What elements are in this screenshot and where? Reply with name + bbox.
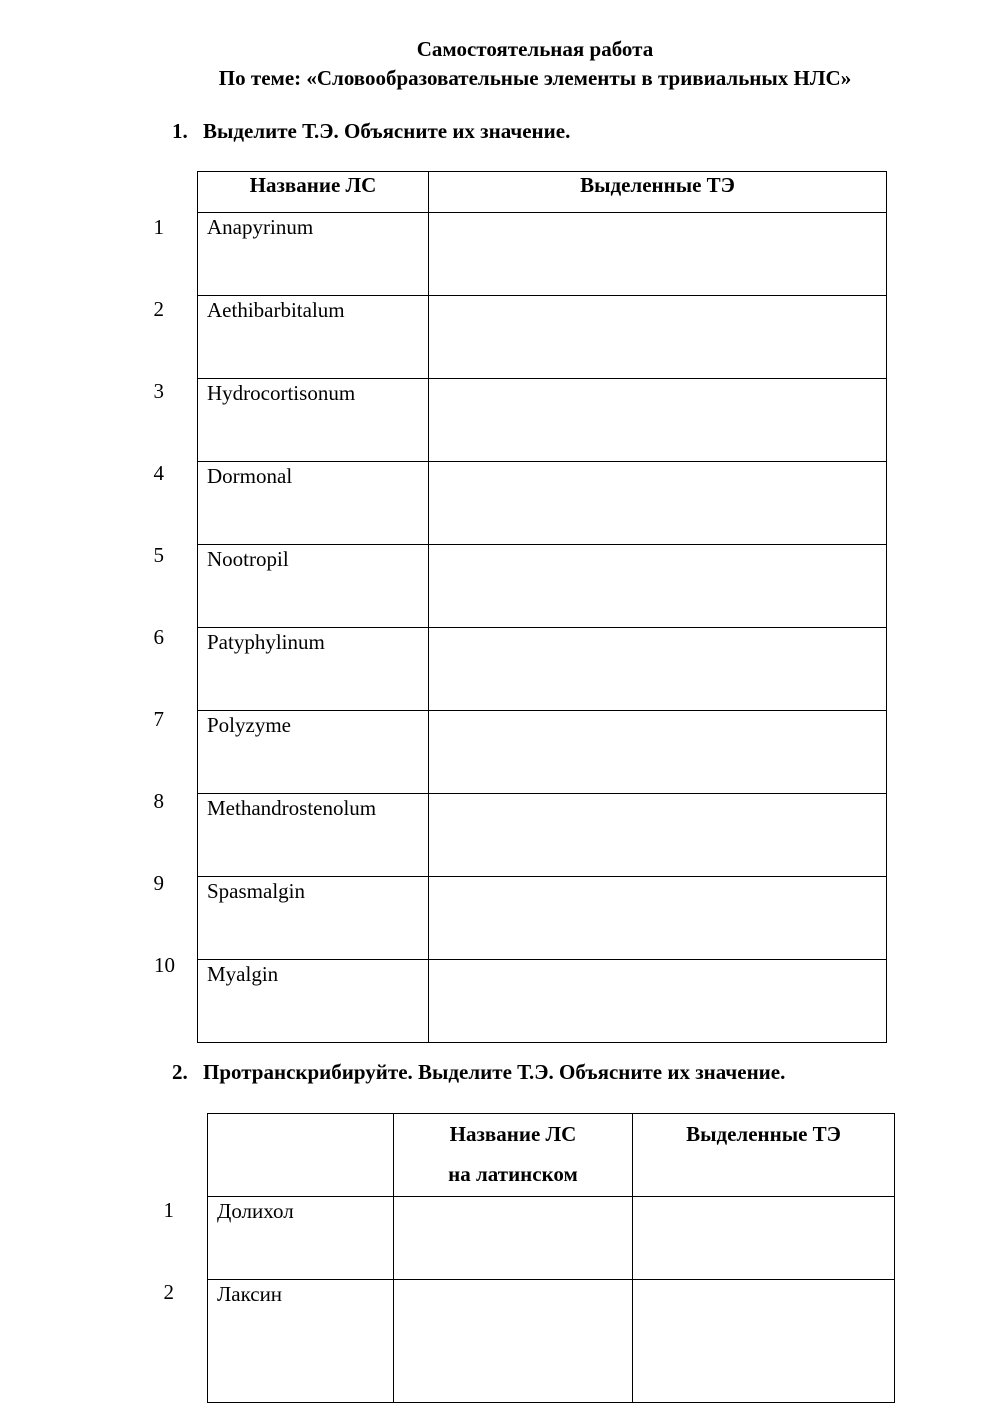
row-number: 5 xyxy=(153,543,164,567)
drug-name-cell: Hydrocortisonum xyxy=(198,379,429,462)
task-2-number: 2. xyxy=(172,1060,188,1084)
drug-name-cell: Spasmalgin xyxy=(198,877,429,960)
column-header-blank xyxy=(208,1114,394,1197)
row-number: 3 xyxy=(153,379,164,403)
task-1-number: 1. xyxy=(172,119,188,143)
drug-name-cell: Myalgin xyxy=(198,960,429,1043)
table-row xyxy=(198,711,887,794)
table-row xyxy=(198,628,887,711)
row-number: 6 xyxy=(153,625,164,649)
task-2-instruction xyxy=(172,1058,785,1086)
table-row xyxy=(198,462,887,545)
latin-answer-cell[interactable] xyxy=(394,1197,633,1280)
row-number: 7 xyxy=(153,707,164,731)
te-answer-cell[interactable] xyxy=(429,877,887,960)
column-header-drug-name: Название ЛС xyxy=(198,172,429,213)
table-row xyxy=(198,545,887,628)
table-row xyxy=(198,379,887,462)
row-number: 2 xyxy=(163,1280,174,1304)
drug-name-cell: Долихол xyxy=(208,1197,394,1280)
row-number: 1 xyxy=(163,1198,174,1222)
table-2 xyxy=(207,1113,895,1403)
te-answer-cell[interactable] xyxy=(429,296,887,379)
te-answer-cell[interactable] xyxy=(429,960,887,1043)
drug-name-cell: Nootropil xyxy=(198,545,429,628)
row-number: 9 xyxy=(153,871,164,895)
row-number: 10 xyxy=(154,953,175,977)
te-answer-cell[interactable] xyxy=(429,545,887,628)
table-row xyxy=(198,213,887,296)
row-number: 4 xyxy=(153,461,164,485)
column-header-te: Выделенные ТЭ xyxy=(633,1114,895,1197)
table-header-row xyxy=(208,1114,895,1197)
te-answer-cell[interactable] xyxy=(633,1280,895,1403)
task-2-text: Протранскрибируйте. Выделите Т.Э. Объясните их значение. xyxy=(203,1060,786,1084)
table-header-row xyxy=(198,172,887,213)
drug-name-cell: Лаксин xyxy=(208,1280,394,1403)
drug-name-cell: Methandrostenolum xyxy=(198,794,429,877)
worksheet-title: Самостоятельная работа xyxy=(416,37,654,61)
column-header-te: Выделенные ТЭ xyxy=(429,172,887,213)
column-header-latin-name xyxy=(394,1114,633,1197)
table-row xyxy=(208,1197,895,1280)
drug-name-cell: Dormonal xyxy=(198,462,429,545)
table-row xyxy=(198,296,887,379)
table-row xyxy=(198,877,887,960)
te-answer-cell[interactable] xyxy=(429,628,887,711)
task-1-instruction xyxy=(172,117,570,145)
drug-name-cell: Anapyrinum xyxy=(198,213,429,296)
table-row xyxy=(208,1280,895,1403)
table-row xyxy=(198,794,887,877)
drug-name-cell: Aethibarbitalum xyxy=(198,296,429,379)
drug-name-cell: Patyphylinum xyxy=(198,628,429,711)
drug-name-cell: Polyzyme xyxy=(198,711,429,794)
te-answer-cell[interactable] xyxy=(429,462,887,545)
te-answer-cell[interactable] xyxy=(429,794,887,877)
te-answer-cell[interactable] xyxy=(633,1197,895,1280)
header-line-2: на латинском xyxy=(448,1162,578,1186)
table-1 xyxy=(197,171,887,1043)
row-number: 8 xyxy=(153,789,164,813)
te-answer-cell[interactable] xyxy=(429,711,887,794)
row-number: 2 xyxy=(153,297,164,321)
row-number: 1 xyxy=(153,215,164,239)
worksheet-topic: По теме: «Словообразовательные элементы в тривиальных НЛС» xyxy=(218,66,852,90)
table-row xyxy=(198,960,887,1043)
header-line-1: Название ЛС xyxy=(449,1122,577,1146)
te-answer-cell[interactable] xyxy=(429,213,887,296)
latin-answer-cell[interactable] xyxy=(394,1280,633,1403)
te-answer-cell[interactable] xyxy=(429,379,887,462)
task-1-text: Выделите Т.Э. Объясните их значение. xyxy=(203,119,571,143)
